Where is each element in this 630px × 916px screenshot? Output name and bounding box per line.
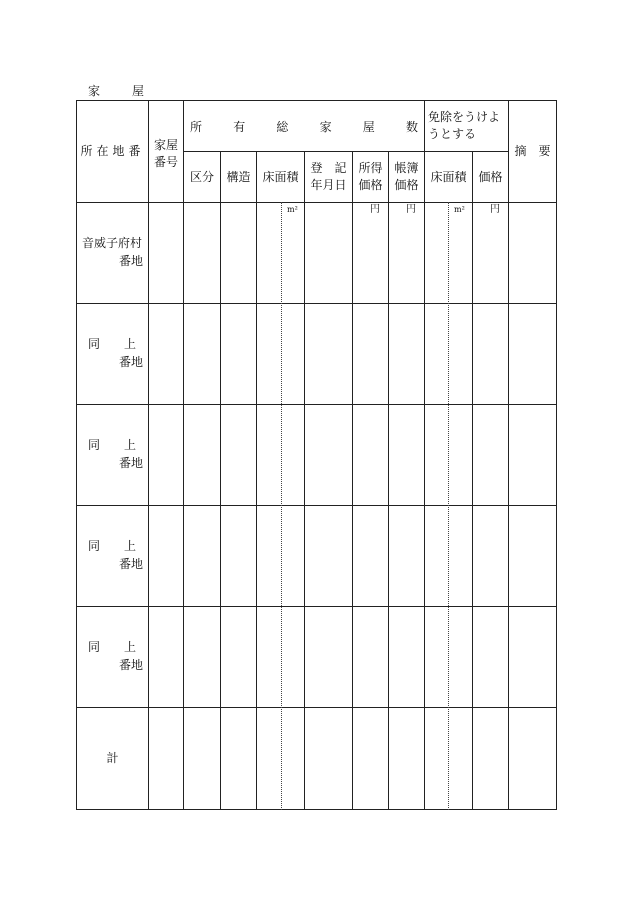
col-line-floor-area <box>256 151 257 810</box>
col-line-income-price <box>352 151 353 810</box>
row-2-location-banchi: 番地 <box>118 355 143 369</box>
page-title: 家 屋 <box>88 84 155 98</box>
header-total-char-5: 屋 <box>362 120 375 134</box>
header-exempt-group-line1: 免除をうけよ <box>428 110 501 124</box>
header-structure: 構造 <box>226 169 251 184</box>
row-2-location-name: 同 上 <box>88 337 137 351</box>
row-4-location-name: 同 上 <box>88 539 137 553</box>
unit-exempt-price: 円 <box>490 204 500 215</box>
row-1-location-banchi: 番地 <box>118 254 143 268</box>
col-line-reg-date <box>304 151 305 810</box>
header-location: 所在地番 <box>80 144 145 158</box>
header-reg-date-line1: 登 記 <box>310 161 347 175</box>
header-exempt-floor-area: 床面積 <box>430 169 467 184</box>
header-income-price-line1: 所得 <box>358 161 383 175</box>
header-total-char-4: 家 <box>319 120 332 134</box>
header-category: 区分 <box>189 169 214 184</box>
unit-exempt-floor-area: m² <box>454 205 465 214</box>
header-total-char-2: 有 <box>233 120 246 134</box>
col-line-exempt-start <box>424 100 425 810</box>
row-3-location-banchi: 番地 <box>118 456 143 470</box>
col-line-exempt-price <box>472 151 473 810</box>
header-reg-date-line2: 年月日 <box>310 178 347 192</box>
col-line-total-start <box>183 100 184 810</box>
header-exempt-group <box>428 109 508 143</box>
header-remarks: 摘 要 <box>514 144 551 158</box>
header-house-no-line1: 家屋 <box>153 138 178 152</box>
row-3-location-name: 同 上 <box>88 438 137 452</box>
row-4-location-banchi: 番地 <box>118 557 143 571</box>
floor-area-dotted-divider <box>281 202 282 810</box>
unit-floor-area: m² <box>287 205 298 214</box>
col-line-structure <box>220 151 221 810</box>
header-total-char-6: 数 <box>405 120 418 134</box>
header-book-price-line1: 帳簿 <box>394 161 419 175</box>
header-floor-area: 床面積 <box>262 169 299 184</box>
header-house-no-line2: 番号 <box>153 155 178 169</box>
col-line-book-price <box>388 151 389 810</box>
row-1-location-name: 音威子府村 <box>82 236 143 250</box>
header-total-char-3: 総 <box>276 120 289 134</box>
unit-book-price: 円 <box>406 204 416 215</box>
header-income-price <box>353 160 388 194</box>
header-total-char-1: 所 <box>190 120 203 134</box>
header-total-group <box>190 118 418 135</box>
exempt-floor-area-dotted-divider <box>448 202 449 810</box>
unit-income-price: 円 <box>370 204 380 215</box>
header-book-price <box>389 160 424 194</box>
row-5-location-banchi: 番地 <box>118 658 143 672</box>
header-exempt-price: 価格 <box>478 169 503 184</box>
total-label: 計 <box>106 751 119 765</box>
header-book-price-line2: 価格 <box>394 178 419 192</box>
col-line-remarks <box>508 100 509 810</box>
table-border-right <box>556 100 557 810</box>
header-house-no <box>149 137 183 171</box>
header-income-price-line2: 価格 <box>358 178 383 192</box>
col-line-house-no <box>148 100 149 810</box>
header-reg-date <box>305 160 352 194</box>
header-exempt-group-line2: うとする <box>428 127 477 141</box>
row-5-location-name: 同 上 <box>88 640 137 654</box>
